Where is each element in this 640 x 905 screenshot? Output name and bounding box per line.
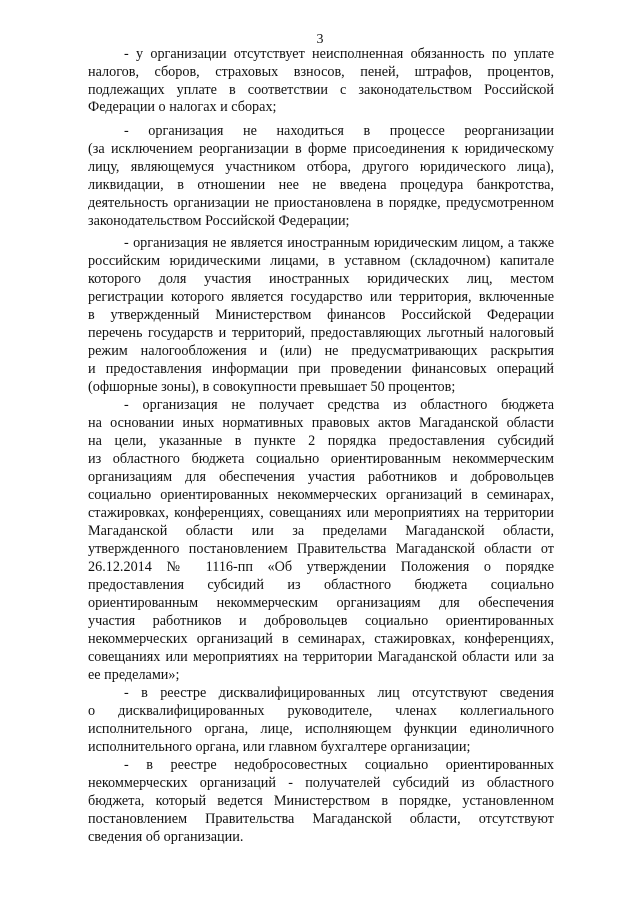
text-line: на цели, указанные в пункте 2 порядка предоставления субсидий: [88, 433, 554, 449]
text-line: организациям для обеспечения участия работников и добровольцев: [88, 469, 554, 485]
text-line: совещаниях или мероприятиях на территории Магаданской области или за: [88, 649, 554, 665]
text-line: лицу, являющемуся участником отбора, другого юридического лица),: [88, 159, 554, 175]
text-line: постановлением Правительства Магаданской области, отсутствуют: [88, 811, 554, 827]
text-line: налогов, сборов, страховых взносов, пеней, штрафов, процентов,: [88, 64, 554, 80]
text-line: деятельность организации не приостановлена в порядке, предусмотренном: [88, 195, 554, 211]
text-line: - в реестре недобросовестных социально ориентированных: [124, 757, 554, 773]
text-line: сведения об организации.: [88, 829, 244, 845]
text-line: исполнительного органа, или главном бухгалтере организации;: [88, 739, 471, 755]
text-line: из областного бюджета социально ориентированным некоммерческим: [88, 451, 554, 467]
text-line: (офшорные зоны), в совокупности превышает 50 процентов;: [88, 379, 456, 395]
text-line: на основании иных нормативных правовых актов Магаданской области: [88, 415, 554, 431]
text-line: которого доля участия иностранных юридических лиц, местом: [88, 271, 554, 287]
text-line: 26.12.2014 № 1116-пп «Об утверждении Положения о порядке: [88, 559, 554, 575]
text-line: исполнительного органа, лице, исполняющем функции единоличного: [88, 721, 554, 737]
text-line: ликвидации, в отношении нее не введена процедура банкротства,: [88, 177, 554, 193]
text-line: и предоставления информации при проведении финансовых операций: [88, 361, 554, 377]
text-line: социально ориентированных некоммерческих организаций в семинарах,: [88, 487, 554, 503]
text-line: стажировках, конференциях, совещаниях или мероприятиях на территории: [88, 505, 554, 521]
text-line: подлежащих уплате в соответствии с законодательством Российской: [88, 82, 554, 98]
text-line: участия работников и добровольцев социально ориентированных: [88, 613, 554, 629]
text-line: утвержденного постановлением Правительства Магаданской области от: [88, 541, 554, 557]
page-number: 3: [316, 32, 324, 47]
text-line: Федерации о налогах и сборах;: [88, 99, 277, 115]
text-line: российским юридическими лицами, в уставном (складочном) капитале: [88, 253, 554, 269]
text-line: законодательством Российской Федерации;: [88, 213, 350, 229]
text-line: о дисквалифицированных руководителе, членах коллегиального: [88, 703, 554, 719]
text-line: - организация не является иностранным юридическим лицом, а также: [124, 235, 554, 251]
text-line: - у организации отсутствует неисполненная обязанность по уплате: [124, 46, 554, 62]
text-line: предоставления субсидий из областного бюджета социально: [88, 577, 554, 593]
text-line: некоммерческих организаций - получателей субсидий из областного: [88, 775, 554, 791]
text-line: Магаданской области или за пределами Магаданской области,: [88, 523, 554, 539]
text-line: - организация не получает средства из областного бюджета: [124, 397, 554, 413]
text-line: режим налогообложения и (или) не предусматривающих раскрытия: [88, 343, 554, 359]
text-line: (за исключением реорганизации в форме присоединения к юридическому: [88, 141, 554, 157]
text-line: перечень государств и территорий, предоставляющих льготный налоговый: [88, 325, 554, 341]
text-line: - в реестре дисквалифицированных лиц отсутствуют сведения: [124, 685, 554, 701]
text-line: в утвержденный Министерством финансов Российской Федерации: [88, 307, 554, 323]
text-line: некоммерческих организаций в семинарах, стажировках, конференциях,: [88, 631, 554, 647]
text-line: бюджета, который ведется Министерством в порядке, установленном: [88, 793, 554, 809]
text-line: - организация не находиться в процессе реорганизации: [124, 123, 554, 139]
text-line: ее пределами»;: [88, 667, 180, 683]
text-line: ориентированным некоммерческим организациям для обеспечения: [88, 595, 554, 611]
text-line: регистрации которого является государство или территория, включенные: [88, 289, 554, 305]
